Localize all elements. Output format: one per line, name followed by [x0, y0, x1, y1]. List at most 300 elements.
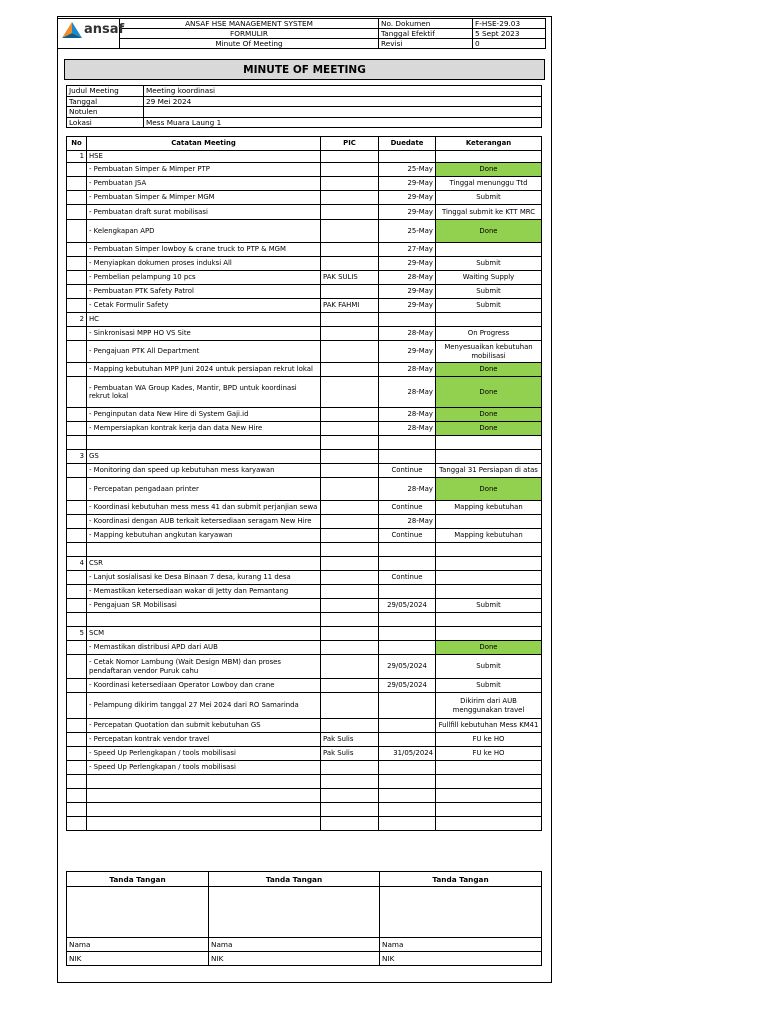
minutes-row	[67, 557, 542, 571]
row-catatan-cell: - Percepatan pengadaan printer	[87, 478, 321, 501]
form-type: FORMULIR	[120, 29, 379, 39]
row-no-cell	[67, 747, 87, 761]
row-catatan-cell: - Cetak Formulir Safety	[87, 299, 321, 313]
row-catatan-cell: - Koordinasi kebutuhan mess mess 41 dan submit perjanjian sewa	[87, 501, 321, 515]
row-no-cell: 2	[67, 313, 87, 327]
row-no-cell	[67, 501, 87, 515]
minutes-row	[67, 450, 542, 464]
row-pic-cell	[321, 641, 379, 655]
row-catatan-cell: - Koordinasi ketersediaan Operator Lowboy dan crane	[87, 679, 321, 693]
row-no-cell: 3	[67, 450, 87, 464]
row-pic-cell	[321, 627, 379, 641]
row-duedate-cell: 29-May	[379, 177, 436, 191]
row-pic-cell	[321, 789, 379, 803]
row-keterangan-cell: Tinggal submit ke KTT MRC	[436, 205, 542, 220]
minutes-header-row	[67, 137, 542, 151]
row-duedate-cell: 28-May	[379, 377, 436, 408]
row-keterangan-cell	[436, 789, 542, 803]
row-catatan-cell	[87, 775, 321, 789]
row-no-cell	[67, 817, 87, 831]
row-no-cell	[67, 299, 87, 313]
row-duedate-cell	[379, 313, 436, 327]
row-no-cell	[67, 363, 87, 377]
revision-value: 0	[473, 39, 546, 49]
minutes-row	[67, 363, 542, 377]
row-catatan-cell: - Menyiapkan dokumen proses induksi All	[87, 257, 321, 271]
row-pic-cell	[321, 585, 379, 599]
document-header	[57, 18, 546, 49]
row-keterangan-cell: Done	[436, 478, 542, 501]
row-catatan-cell: - Percepatan Quotation dan submit kebutuhan GS	[87, 719, 321, 733]
minutes-row	[67, 599, 542, 613]
minutes-row	[67, 585, 542, 599]
row-duedate-cell	[379, 719, 436, 733]
row-keterangan-cell: Mapping kebutuhan	[436, 501, 542, 515]
row-keterangan-cell: Fullfill kebutuhan Mess KM41	[436, 719, 542, 733]
row-catatan-cell: - Monitoring dan speed up kebutuhan mess karyawan	[87, 464, 321, 478]
minutes-row	[67, 478, 542, 501]
row-keterangan-cell	[436, 543, 542, 557]
row-keterangan-cell: Tinggal menunggu Ttd	[436, 177, 542, 191]
row-no-cell	[67, 585, 87, 599]
row-duedate-cell: Continue	[379, 464, 436, 478]
minutes-row	[67, 285, 542, 299]
minutes-row	[67, 299, 542, 313]
row-keterangan-cell	[436, 627, 542, 641]
minutes-row	[67, 257, 542, 271]
row-no-cell	[67, 693, 87, 719]
minutes-row	[67, 719, 542, 733]
row-keterangan-cell	[436, 585, 542, 599]
minutes-row	[67, 408, 542, 422]
minutes-table	[66, 136, 542, 831]
row-pic-cell	[321, 408, 379, 422]
row-keterangan-cell	[436, 817, 542, 831]
row-duedate-cell	[379, 543, 436, 557]
row-no-cell	[67, 655, 87, 679]
row-catatan-cell: - Mapping kebutuhan angkutan karyawan	[87, 529, 321, 543]
row-pic-cell	[321, 341, 379, 363]
row-pic-cell	[321, 655, 379, 679]
row-catatan-cell: - Memastikan ketersediaan wakar di Jetty dan Pemantang	[87, 585, 321, 599]
row-duedate-cell	[379, 733, 436, 747]
minutes-row	[67, 177, 542, 191]
row-keterangan-cell: FU ke HO	[436, 747, 542, 761]
row-catatan-cell: SCM	[87, 627, 321, 641]
row-pic-cell	[321, 529, 379, 543]
row-duedate-cell: 28-May	[379, 408, 436, 422]
row-catatan-cell: - Penginputan data New Hire di System Gaji.id	[87, 408, 321, 422]
row-catatan-cell: - Kelengkapan APD	[87, 220, 321, 243]
row-catatan-cell: - Pembuatan draft surat mobilisasi	[87, 205, 321, 220]
row-no-cell	[67, 191, 87, 205]
row-duedate-cell	[379, 151, 436, 163]
col-catatan-header: Catatan Meeting	[87, 137, 321, 151]
row-catatan-cell	[87, 803, 321, 817]
nama-label-2: Nama	[209, 938, 380, 952]
row-catatan-cell: HSE	[87, 151, 321, 163]
row-catatan-cell: - Sinkronisasi MPP HO VS Site	[87, 327, 321, 341]
row-duedate-cell	[379, 775, 436, 789]
row-keterangan-cell: Done	[436, 422, 542, 436]
row-no-cell	[67, 243, 87, 257]
row-catatan-cell: - Pembuatan WA Group Kades, Mantir, BPD untuk koordinasi rekrut lokal	[87, 377, 321, 408]
row-keterangan-cell: FU ke HO	[436, 733, 542, 747]
row-duedate-cell: 29/05/2024	[379, 599, 436, 613]
notulen-label: Notulen	[67, 107, 144, 118]
row-catatan-cell: - Mempersiapkan kontrak kerja dan data New Hire	[87, 422, 321, 436]
row-duedate-cell: Continue	[379, 501, 436, 515]
row-duedate-cell: 28-May	[379, 478, 436, 501]
row-duedate-cell: Continue	[379, 571, 436, 585]
minutes-row	[67, 817, 542, 831]
row-duedate-cell	[379, 817, 436, 831]
minutes-row	[67, 693, 542, 719]
row-catatan-cell	[87, 817, 321, 831]
row-pic-cell	[321, 151, 379, 163]
row-catatan-cell: - Pengajuan PTK All Department	[87, 341, 321, 363]
row-duedate-cell: 28-May	[379, 327, 436, 341]
row-no-cell	[67, 220, 87, 243]
doc-no-value: F-HSE-29.03	[473, 19, 546, 29]
row-catatan-cell: CSR	[87, 557, 321, 571]
row-no-cell	[67, 803, 87, 817]
row-no-cell	[67, 719, 87, 733]
col-keterangan-header: Keterangan	[436, 137, 542, 151]
row-keterangan-cell	[436, 571, 542, 585]
signature-title-2: Tanda Tangan	[209, 872, 380, 887]
row-pic-cell	[321, 285, 379, 299]
minutes-row	[67, 464, 542, 478]
row-no-cell	[67, 327, 87, 341]
row-catatan-cell: - Pembelian pelampung 10 pcs	[87, 271, 321, 285]
col-duedate-header: Duedate	[379, 137, 436, 151]
row-pic-cell: PAK SULIS	[321, 271, 379, 285]
row-duedate-cell	[379, 789, 436, 803]
row-keterangan-cell	[436, 436, 542, 450]
row-duedate-cell: 25-May	[379, 220, 436, 243]
signature-title-1: Tanda Tangan	[67, 872, 209, 887]
row-catatan-cell: - Pembuatan Simper & Mimper MGM	[87, 191, 321, 205]
row-keterangan-cell: Done	[436, 377, 542, 408]
row-catatan-cell	[87, 543, 321, 557]
row-pic-cell	[321, 327, 379, 341]
row-no-cell	[67, 613, 87, 627]
page-title: MINUTE OF MEETING	[64, 59, 545, 80]
row-pic-cell	[321, 613, 379, 627]
lokasi-value: Mess Muara Laung 1	[144, 117, 542, 128]
row-duedate-cell	[379, 613, 436, 627]
row-pic-cell	[321, 450, 379, 464]
row-catatan-cell: - Pembuatan PTK Safety Patrol	[87, 285, 321, 299]
minutes-row	[67, 747, 542, 761]
signature-box-2[interactable]	[209, 887, 380, 938]
row-duedate-cell: 28-May	[379, 515, 436, 529]
row-duedate-cell	[379, 436, 436, 450]
row-duedate-cell	[379, 761, 436, 775]
effective-date-value: 5 Sept 2023	[473, 29, 546, 39]
row-keterangan-cell: Tanggal 31 Persiapan di atas	[436, 464, 542, 478]
row-keterangan-cell: Done	[436, 163, 542, 177]
row-pic-cell	[321, 478, 379, 501]
row-pic-cell: Pak Sulis	[321, 733, 379, 747]
row-keterangan-cell: Menyesuaikan kebutuhan mobilisasi	[436, 341, 542, 363]
row-pic-cell	[321, 515, 379, 529]
row-no-cell	[67, 733, 87, 747]
row-keterangan-cell: Done	[436, 408, 542, 422]
minutes-row	[67, 501, 542, 515]
tanggal-value: 29 Mei 2024	[144, 96, 542, 107]
row-keterangan-cell: Submit	[436, 285, 542, 299]
row-duedate-cell	[379, 450, 436, 464]
nik-label-2: NIK	[209, 952, 380, 966]
row-pic-cell	[321, 775, 379, 789]
nama-label-1: Nama	[67, 938, 209, 952]
row-no-cell	[67, 341, 87, 363]
row-keterangan-cell: Submit	[436, 257, 542, 271]
tanggal-label: Tanggal	[67, 96, 144, 107]
row-duedate-cell: 31/05/2024	[379, 747, 436, 761]
row-duedate-cell	[379, 557, 436, 571]
row-keterangan-cell: Dikirim dari AUB menggunakan travel	[436, 693, 542, 719]
minutes-row	[67, 191, 542, 205]
minutes-row	[67, 803, 542, 817]
effective-date-label: Tanggal Efektif	[379, 29, 473, 39]
row-duedate-cell	[379, 803, 436, 817]
row-no-cell	[67, 177, 87, 191]
row-keterangan-cell	[436, 557, 542, 571]
col-pic-header: PIC	[321, 137, 379, 151]
row-no-cell	[67, 515, 87, 529]
minutes-row	[67, 679, 542, 693]
minutes-row	[67, 655, 542, 679]
minutes-row	[67, 377, 542, 408]
row-no-cell	[67, 543, 87, 557]
minutes-row	[67, 775, 542, 789]
row-catatan-cell: - Cetak Nomor Lambung (Wait Design MBM) dan proses pendaftaran vendor Puruk cahu	[87, 655, 321, 679]
row-pic-cell	[321, 377, 379, 408]
nik-label-3: NIK	[380, 952, 542, 966]
row-no-cell	[67, 436, 87, 450]
row-keterangan-cell: Submit	[436, 191, 542, 205]
col-no-header: No	[67, 137, 87, 151]
row-catatan-cell: - Pembuatan JSA	[87, 177, 321, 191]
logo-text: ansaf	[84, 22, 125, 37]
minutes-row	[67, 422, 542, 436]
row-duedate-cell: 29-May	[379, 191, 436, 205]
minutes-row	[67, 571, 542, 585]
row-pic-cell	[321, 363, 379, 377]
row-no-cell	[67, 285, 87, 299]
row-no-cell: 5	[67, 627, 87, 641]
row-catatan-cell: - Lanjut sosialisasi ke Desa Binaan 7 desa, kurang 11 desa	[87, 571, 321, 585]
row-duedate-cell: 29/05/2024	[379, 679, 436, 693]
doc-no-label: No. Dokumen	[379, 19, 473, 29]
signature-box-3[interactable]	[380, 887, 542, 938]
row-duedate-cell: 29-May	[379, 257, 436, 271]
row-catatan-cell: - Speed Up Perlengkapan / tools mobilisasi	[87, 761, 321, 775]
row-keterangan-cell	[436, 775, 542, 789]
row-duedate-cell	[379, 693, 436, 719]
row-no-cell	[67, 408, 87, 422]
row-catatan-cell: - Mapping kebutuhan MPP Juni 2024 untuk persiapan rekrut lokal	[87, 363, 321, 377]
judul-label: Judul Meeting	[67, 86, 144, 97]
row-pic-cell	[321, 761, 379, 775]
minutes-row	[67, 341, 542, 363]
minutes-row	[67, 271, 542, 285]
row-duedate-cell: 29-May	[379, 341, 436, 363]
minutes-row	[67, 789, 542, 803]
row-catatan-cell	[87, 789, 321, 803]
row-duedate-cell: 28-May	[379, 422, 436, 436]
row-no-cell: 1	[67, 151, 87, 163]
row-no-cell	[67, 679, 87, 693]
row-no-cell	[67, 478, 87, 501]
row-pic-cell	[321, 599, 379, 613]
minutes-row	[67, 313, 542, 327]
row-pic-cell	[321, 679, 379, 693]
company-logo	[62, 22, 124, 38]
row-keterangan-cell	[436, 803, 542, 817]
row-duedate-cell	[379, 585, 436, 599]
row-catatan-cell	[87, 613, 321, 627]
row-duedate-cell: 29-May	[379, 205, 436, 220]
row-pic-cell	[321, 693, 379, 719]
row-duedate-cell: 27-May	[379, 243, 436, 257]
row-catatan-cell: - Koordinasi dengan AUB terkait ketersediaan seragam New Hire	[87, 515, 321, 529]
row-keterangan-cell: Submit	[436, 679, 542, 693]
nik-label-1: NIK	[67, 952, 209, 966]
minutes-row	[67, 761, 542, 775]
row-pic-cell	[321, 464, 379, 478]
row-no-cell	[67, 163, 87, 177]
signature-title-3: Tanda Tangan	[380, 872, 542, 887]
logo-icon	[62, 22, 82, 38]
row-catatan-cell: - Pembuatan Simper lowboy & crane truck to PTP & MGM	[87, 243, 321, 257]
row-no-cell	[67, 761, 87, 775]
row-pic-cell	[321, 422, 379, 436]
row-no-cell	[67, 789, 87, 803]
minutes-row	[67, 613, 542, 627]
row-pic-cell	[321, 557, 379, 571]
row-pic-cell	[321, 220, 379, 243]
row-keterangan-cell: Done	[436, 220, 542, 243]
row-pic-cell	[321, 163, 379, 177]
row-pic-cell: Pak Sulis	[321, 747, 379, 761]
row-catatan-cell: - Pelampung dikirim tanggal 27 Mei 2024 dari RO Samarinda	[87, 693, 321, 719]
row-duedate-cell: 28-May	[379, 271, 436, 285]
minutes-body	[67, 151, 542, 831]
row-no-cell	[67, 422, 87, 436]
row-pic-cell	[321, 257, 379, 271]
row-duedate-cell	[379, 627, 436, 641]
minutes-row	[67, 641, 542, 655]
row-pic-cell	[321, 817, 379, 831]
row-keterangan-cell: Submit	[436, 655, 542, 679]
row-duedate-cell: Continue	[379, 529, 436, 543]
row-no-cell	[67, 599, 87, 613]
row-duedate-cell: 25-May	[379, 163, 436, 177]
lokasi-label: Lokasi	[67, 117, 144, 128]
minutes-row	[67, 515, 542, 529]
row-catatan-cell: - Memastikan distribusi APD dari AUB	[87, 641, 321, 655]
row-duedate-cell: 29-May	[379, 299, 436, 313]
row-pic-cell	[321, 313, 379, 327]
signature-box-1[interactable]	[67, 887, 209, 938]
row-duedate-cell: 29-May	[379, 285, 436, 299]
signature-table	[66, 871, 542, 966]
row-keterangan-cell	[436, 515, 542, 529]
row-no-cell: 4	[67, 557, 87, 571]
row-no-cell	[67, 271, 87, 285]
row-keterangan-cell	[436, 151, 542, 163]
row-pic-cell	[321, 543, 379, 557]
row-keterangan-cell	[436, 450, 542, 464]
minutes-row	[67, 627, 542, 641]
row-pic-cell	[321, 191, 379, 205]
row-pic-cell	[321, 803, 379, 817]
row-keterangan-cell	[436, 243, 542, 257]
form-name: Minute Of Meeting	[120, 39, 379, 49]
logo-cell	[58, 19, 125, 49]
row-keterangan-cell: Submit	[436, 299, 542, 313]
minutes-row	[67, 529, 542, 543]
row-catatan-cell: - Speed Up Perlengkapan / tools mobilisasi	[87, 747, 321, 761]
row-catatan-cell: - Pengajuan SR Mobilisasi	[87, 599, 321, 613]
revision-label: Revisi	[379, 39, 473, 49]
row-keterangan-cell: Done	[436, 641, 542, 655]
row-keterangan-cell: On Progress	[436, 327, 542, 341]
row-catatan-cell	[87, 436, 321, 450]
row-pic-cell	[321, 501, 379, 515]
row-keterangan-cell: Submit	[436, 599, 542, 613]
row-no-cell	[67, 257, 87, 271]
minutes-row	[67, 163, 542, 177]
row-no-cell	[67, 775, 87, 789]
row-pic-cell	[321, 719, 379, 733]
row-pic-cell	[321, 205, 379, 220]
system-name: ANSAF HSE MANAGEMENT SYSTEM	[120, 19, 379, 29]
row-no-cell	[67, 464, 87, 478]
notulen-value	[144, 107, 542, 118]
row-no-cell	[67, 571, 87, 585]
minutes-row	[67, 436, 542, 450]
minutes-row	[67, 243, 542, 257]
row-duedate-cell: 29/05/2024	[379, 655, 436, 679]
minutes-row	[67, 151, 542, 163]
row-catatan-cell: HC	[87, 313, 321, 327]
minutes-row	[67, 205, 542, 220]
minutes-row	[67, 327, 542, 341]
row-keterangan-cell	[436, 613, 542, 627]
row-no-cell	[67, 205, 87, 220]
minutes-row	[67, 733, 542, 747]
row-keterangan-cell: Mapping kebutuhan	[436, 529, 542, 543]
minutes-row	[67, 220, 542, 243]
row-keterangan-cell	[436, 313, 542, 327]
row-catatan-cell: GS	[87, 450, 321, 464]
row-catatan-cell: - Percepatan kontrak vendor travel	[87, 733, 321, 747]
row-pic-cell	[321, 243, 379, 257]
row-pic-cell	[321, 177, 379, 191]
judul-value: Meeting koordinasi	[144, 86, 542, 97]
row-duedate-cell	[379, 641, 436, 655]
row-keterangan-cell: Waiting Supply	[436, 271, 542, 285]
minutes-row	[67, 543, 542, 557]
row-pic-cell	[321, 436, 379, 450]
row-duedate-cell: 28-May	[379, 363, 436, 377]
row-pic-cell	[321, 571, 379, 585]
